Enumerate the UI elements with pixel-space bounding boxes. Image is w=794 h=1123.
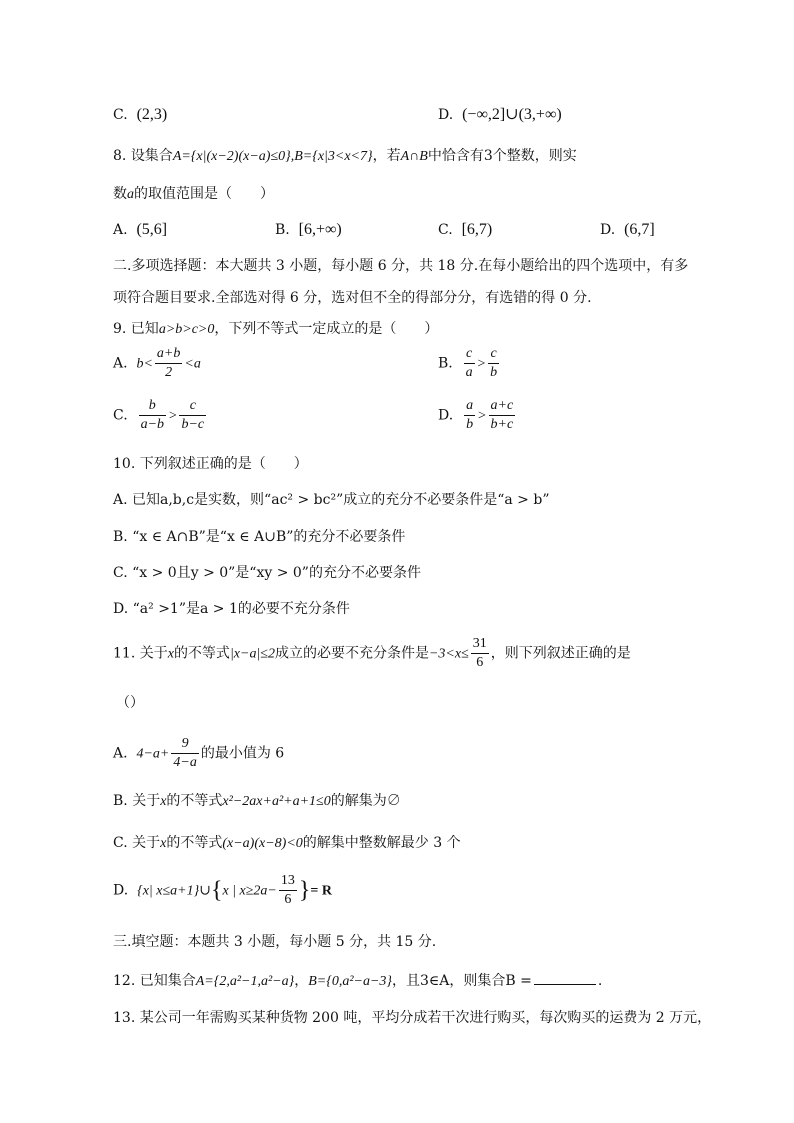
fraction: $\frac{9}{4-a}$ [173, 736, 197, 770]
q13-stem: 13. 某公司一年需购买某种货物 200 吨，平均分成若干次进行购买，每次购买的运费为 2 万元， [113, 1010, 712, 1026]
q12-stem: 12. 已知集合A={2,a²−1,a²−a}，B={0,a²−a−3}，且3∈A，则集合B = . [113, 973, 603, 989]
fraction: $\frac{c}{a}$ [465, 346, 473, 380]
q8-option-a: A. (5,6] [113, 221, 168, 238]
q11-option-d: D. {x| x≤a+1}∪{x | x≥2a− $\frac{13}{6}$ }= R [113, 873, 333, 907]
q11-option-a: A. 4−a+ $\frac{9}{4-a}$ 的最小值为 6 [113, 736, 285, 770]
fraction: $\frac{13}{6}$ [280, 873, 295, 907]
fraction: $\frac{a+c}{b+c}$ [490, 398, 514, 432]
q10-option-d: D. “a² >1”是a > 1的必要不充分条件 [113, 601, 350, 617]
fraction: $\frac{31}{6}$ [472, 636, 487, 670]
q9-option-c: C. $\frac{b}{a-b}$ > $\frac{c}{b-c}$ [113, 398, 205, 432]
q8-option-b: B. [6,+∞) [275, 221, 342, 238]
left-brace: { [210, 877, 223, 904]
q9-option-a: A. b< $\frac{a+b}{2}$ <a [113, 346, 201, 380]
q8-set-b: ,B={x|3<x<7} [290, 149, 373, 164]
section3-heading: 三.填空题：本题共 3 小题，每小题 5 分，共 15 分. [113, 934, 437, 950]
answer-blank[interactable] [534, 972, 596, 985]
fraction: $\frac{b}{a-b}$ [140, 398, 165, 432]
q8-option-c: C. [6,7) [438, 221, 493, 238]
fraction: $\frac{c}{b-c}$ [181, 398, 205, 432]
q10-option-b: B. “x ∈ A∩B”是“x ∈ A∪B”的充分不必要条件 [113, 529, 406, 545]
q7-option-d: D. (−∞,2]∪(3,+∞) [438, 106, 562, 123]
q10-stem: 10. 下列叙述正确的是（ ） [113, 456, 308, 472]
right-brace: } [298, 877, 311, 904]
q7-option-c-expr: (2,3) [136, 106, 168, 123]
section2-heading-line2: 项符合题目要求.全部选对得 6 分，选对但不全的得部分分，有选错的得 0 分. [113, 290, 592, 306]
q9-option-d: D. $\frac{a}{b}$ > $\frac{a+c}{b+c}$ [438, 398, 514, 432]
q9-option-b: B. $\frac{c}{a}$ > $\frac{c}{b}$ [438, 346, 498, 380]
q11-option-c: C. 关于x的不等式(x−a)(x−8)<0的解集中整数解最少 3 个 [113, 835, 461, 851]
q8-set-a: A={x|(x−2)(x−a)≤0} [172, 149, 291, 164]
q11-paren: （） [116, 695, 144, 711]
q8-option-d: D. (6,7] [600, 221, 655, 238]
q11-stem: 11. 关于x的不等式|x−a|≤2成立的必要不充分条件是−3<x≤ $\frac{31}{6}$ ，则下列叙述正确的是 [113, 636, 631, 670]
section2-heading-line1: 二.多项选择题：本大题共 3 小题，每小题 6 分，共 18 分.在每小题给出的四个选项中，有多 [113, 258, 689, 274]
q10-option-a: A. 已知a,b,c是实数，则“ac² > bc²”成立的充分不必要条件是“a > b” [113, 492, 550, 508]
q8-stem-line1: 8. 设集合A={x|(x−2)(x−a)≤0},B={x|3<x<7}，若A∩B中恰含有3个整数，则实 [113, 148, 577, 164]
q7-option-d-expr: (−∞,2]∪(3,+∞) [462, 106, 562, 123]
fraction: $\frac{a}{b}$ [466, 398, 474, 432]
q8-intersection: A∩B [400, 149, 428, 164]
q7-option-c: C. (2,3) [113, 106, 168, 123]
q9-stem: 9. 已知a>b>c>0，下列不等式一定成立的是（ ） [113, 321, 439, 337]
fraction: $\frac{c}{b}$ [490, 346, 498, 380]
q10-option-c: C. “x > 0且y > 0”是“xy > 0”的充分不必要条件 [113, 565, 421, 581]
q11-option-b: B. 关于x的不等式x²−2ax+a²+a+1≤0的解集为∅ [113, 793, 401, 809]
q8-stem-line2: 数a的取值范围是（ ） [113, 186, 274, 202]
fraction: $\frac{a+b}{2}$ [156, 346, 181, 380]
